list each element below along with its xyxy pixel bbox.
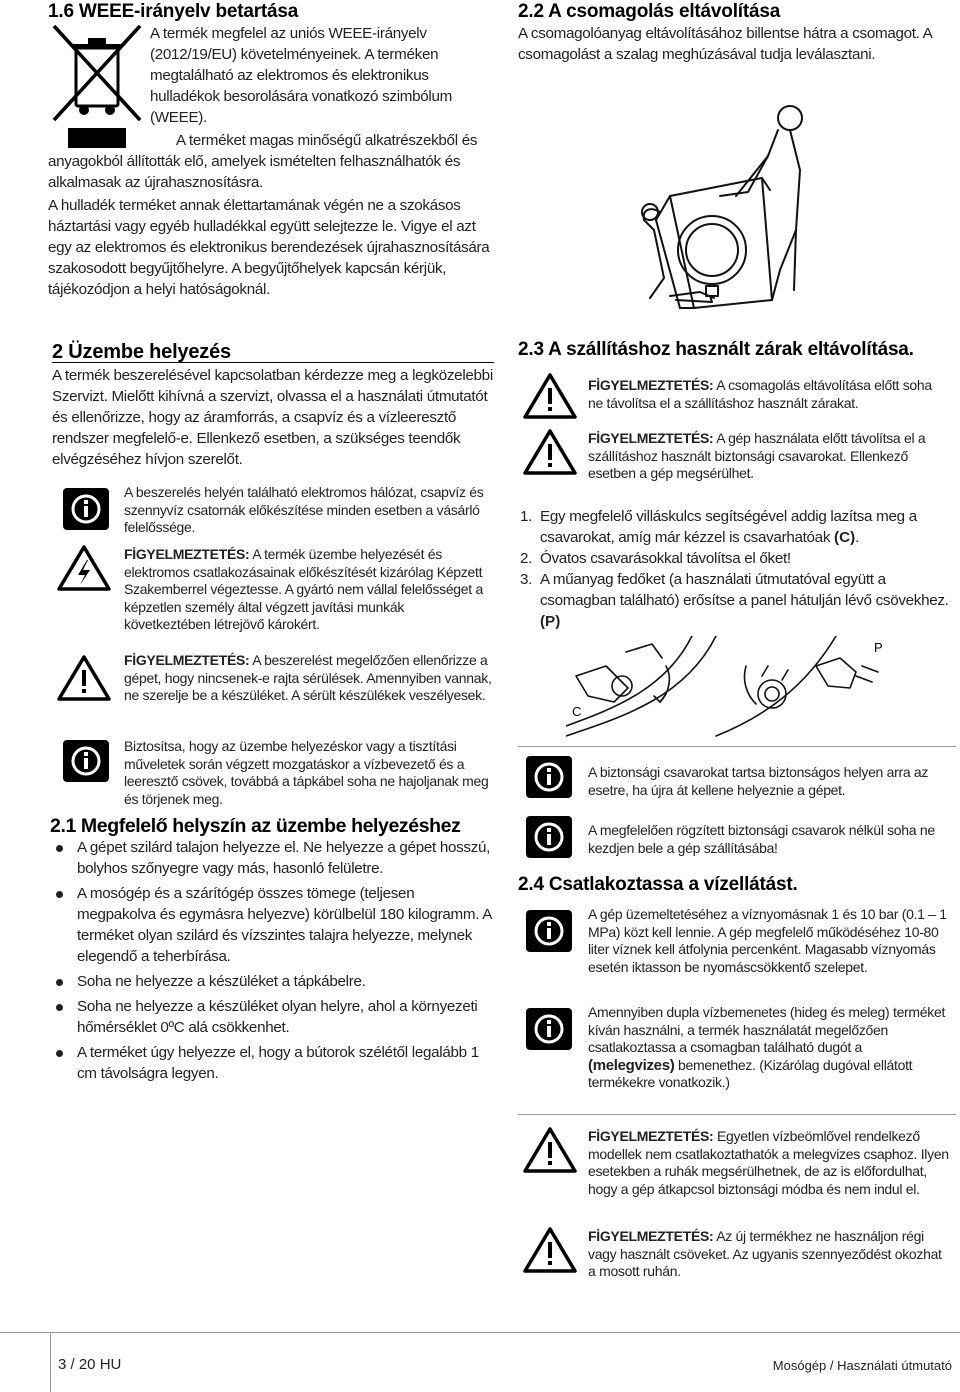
info-dual-inlet: Amennyiben dupla vízbemenetes (hideg és meleg) terméket kíván használni, a termék használatát megelőzően csatlakoztassa a csomagban található dugót a (melegvizes) bemenethez. (Kizárólag dugóval ellátott termékekre vonatkozik.) <box>588 1004 946 1090</box>
list-item: Soha ne helyezze a készüléket olyan helyre, ahol a környezeti hőmérséklet 0ºC alá csökkenhet. <box>52 996 494 1038</box>
step-item: 3. A műanyag fedőket (a használati útmutatóval együtt a csomagban található) erősítse a panel hátulján lévő csövekhez. (P) <box>520 571 949 630</box>
warning-check-damage: FİGYELMEZTETÉS: A beszerelést megelőzően ellenőrizze a gépet, hogy nincsenek-e rajta sérülések. Amennyiben vannak, ne szerelje be a készüléket. A sérült készülékek veszélyesek. <box>124 652 492 703</box>
illustration-divider <box>518 746 956 747</box>
list-item: A mosógép és a szárítógép összes tömege (teljesen megpakolva és egymásra helyezve) körülbelül 180 kilogramm. A terméket olyan szilárd és vízszintes talajra helyezze, melynek elegendő a teherbírása. <box>52 883 494 967</box>
list-item: Soha ne helyezze a készüléket a tápkábelre. <box>52 971 494 992</box>
warning-label: FİGYELMEZTETÉS: <box>588 1228 714 1244</box>
info-no-transport: A megfelelően rögzített biztonsági csavarok nélkül soha ne kezdjen bele a gép szállításába! <box>588 822 935 856</box>
weee-recycle-text: A terméket magas minőségű alkatrészekből és anyagokból állították elő, amelyek ismételten felhasználhatók és alkalmasak az újrahasznosításra. <box>48 132 478 191</box>
warning-qualified-installer: FİGYELMEZTETÉS: A termék üzembe helyezését és elektromos csatlakozásainak előkészítését kizárólag Képzett Szakemberrel végeztesse. A gyártó nem vállal felelősséget a képzetlen személy által végzett javítási munkák következtében létrejövő károkért. <box>124 546 483 632</box>
section-2-4-title: 2.4 Csatlakoztassa a vízellátást. <box>518 874 798 895</box>
info-icon <box>526 816 572 858</box>
bolt-steps <box>518 506 958 632</box>
warning-label: FİGYELMEZTETÉS: <box>588 377 714 393</box>
warning-icon <box>522 372 578 420</box>
packaging-text: A csomagolóanyag eltávolításához billentse hátra a csomagot. A csomagolást a szalag meghúzásával tudja leválasztani. <box>518 25 932 63</box>
warning-label: FİGYELMEZTETÉS: <box>124 546 250 562</box>
page-number: 3 / 20 HU <box>58 1356 122 1373</box>
section-2-3-title: 2.3 A szállításhoz használt zárak eltávolítása. <box>518 339 914 360</box>
section-2-1-title: 2.1 Megfelelő helyszín az üzembe helyezéshez <box>50 815 461 837</box>
warning-label: FİGYELMEZTETÉS: <box>588 1128 714 1144</box>
label-p: P <box>874 640 883 655</box>
warning-old-hoses: FİGYELMEZTETÉS: Az új termékhez ne használjon régi vagy használt csöveket. Az ugyanis szennyeződést okozhat a mosott ruhán. <box>588 1228 942 1279</box>
info-icon <box>526 1008 572 1050</box>
warning-icon <box>522 1226 578 1274</box>
info-note-hoses: Biztosítsa, hogy az üzembe helyezéskor vagy a tisztítási műveletek során végzett mozgatáskor a vízbevezető és a leeresztő csövek, továbbá a tápkábel soha ne hajoljanak meg és törjenek meg. <box>124 738 489 807</box>
warning-icon <box>522 428 578 476</box>
info-icon <box>526 756 572 798</box>
electric-warning-icon <box>56 544 112 592</box>
section-divider <box>518 1114 956 1115</box>
install-intro: A termék beszerelésével kapcsolatban kérdezze meg a legközelebbi Szervizt. Mielőtt kihívná a szervizt, olvassa el a használati útmutatót és ellenőrizze, hogy az áramforrás, a csapvíz és a vízleeresztő rendszer megfelelő-e. Ellenkező esetben, a szükséges teendők elvégzéséhez hívjon szerelőt. <box>52 367 493 468</box>
warning-label: FİGYELMEZTETÉS: <box>588 430 714 446</box>
step-item: 1. Egy megfelelő villáskulcs segítségével addig lazítsa meg a csavarokat, amíg már kézzel is csavarhatóak (C). <box>520 508 917 546</box>
list-item: A gépet szilárd talajon helyezze el. Ne helyezze a gépet hosszú, bolyhos szőnyegre vagy más, hasonló felületre. <box>52 837 494 879</box>
warning-label: FİGYELMEZTETÉS: <box>124 652 250 668</box>
weee-disposal-text: A hulladék terméket annak élettartamának végén ne a szokásos háztartási vagy egyéb hulladékkal együtt selejtezze le. Vigye el azt egy az elektromos és elektronikus berendezések újrahasznosítására szakosodott begyűjtőhelyre. A begyűjtőhelyek kapcsán kérjük, tájékozódjon a helyi hatóságoknál. <box>48 197 490 298</box>
warning-single-inlet: FİGYELMEZTETÉS: Egyetlen vízbeömlővel rendelkező modellek nem csatlakoztathatók a melegvizes csaphoz. Ilyen esetekben a ruhák megsérülhetnek, de az is előfordulhat, hogy a gép átkapcsol biztonsági módba és nem indul el. <box>588 1128 949 1197</box>
footer-divider <box>0 1332 960 1333</box>
info-icon <box>63 488 109 530</box>
section-divider <box>52 362 494 363</box>
weee-text: A termék megfelel az uniós WEEE-irányelv (2012/19/EU) követelményeinek. A terméken megtalálható az elektromos és elektronikus hulladékok besorolására vonatkozó szimbólum (WEEE). <box>150 25 452 126</box>
info-note-responsibility: A beszerelés helyén található elektromos hálózat, csapvíz és szennyvíz csatornák előkészítése minden esetben a vásárló felelőssége. <box>124 484 484 535</box>
info-keep-bolts: A biztonsági csavarokat tartsa biztonságos helyen arra az esetre, ha újra át kellene helyeznie a gépet. <box>588 764 929 798</box>
list-item: A terméket úgy helyezze el, hogy a bútorok szélétől legalább 1 cm távolságra legyen. <box>52 1042 494 1084</box>
info-icon <box>526 910 572 952</box>
warning-safety-bolts: FİGYELMEZTETÉS: A gép használata előtt távolítsa el a szállításhoz használt biztonsági csavarokat. Ellenkező esetben a gép megsérülhet. <box>588 430 926 481</box>
warning-icon <box>56 654 112 702</box>
section-1-6-title: 1.6 WEEE-irányelv betartása <box>48 1 299 22</box>
warning-icon <box>522 1126 578 1174</box>
location-list <box>52 837 494 1084</box>
section-2-2-title: 2.2 A csomagolás eltávolítása <box>518 1 781 22</box>
document-title: Mosógép / Használati útmutató <box>772 1358 952 1373</box>
footer-tab-edge <box>50 1332 51 1392</box>
warning-transport-locks: FİGYELMEZTETÉS: A csomagolás eltávolítása előtt soha ne távolítsa el a szállításhoz használt zárakat. <box>588 377 932 411</box>
info-icon <box>63 740 109 782</box>
bolt-removal-illustration <box>566 636 886 738</box>
step-item: 2. Óvatos csavarásokkal távolítsa el őket! <box>520 550 791 567</box>
info-water-pressure: A gép üzemeltetéséhez a víznyomásnak 1 és 10 bar (0.1 – 1 MPa) közt kell lennie. A gép megfelelő működéséhez 10-80 liter víznek kell átfolynia percenként. Magasabb víznyomás esetén iktasson be nyomáscsökkentő szelepet. <box>588 906 947 975</box>
tilt-washer-illustration <box>640 100 810 322</box>
section-2-title: 2 Üzembe helyezés <box>52 341 231 363</box>
label-c: C <box>572 704 582 719</box>
